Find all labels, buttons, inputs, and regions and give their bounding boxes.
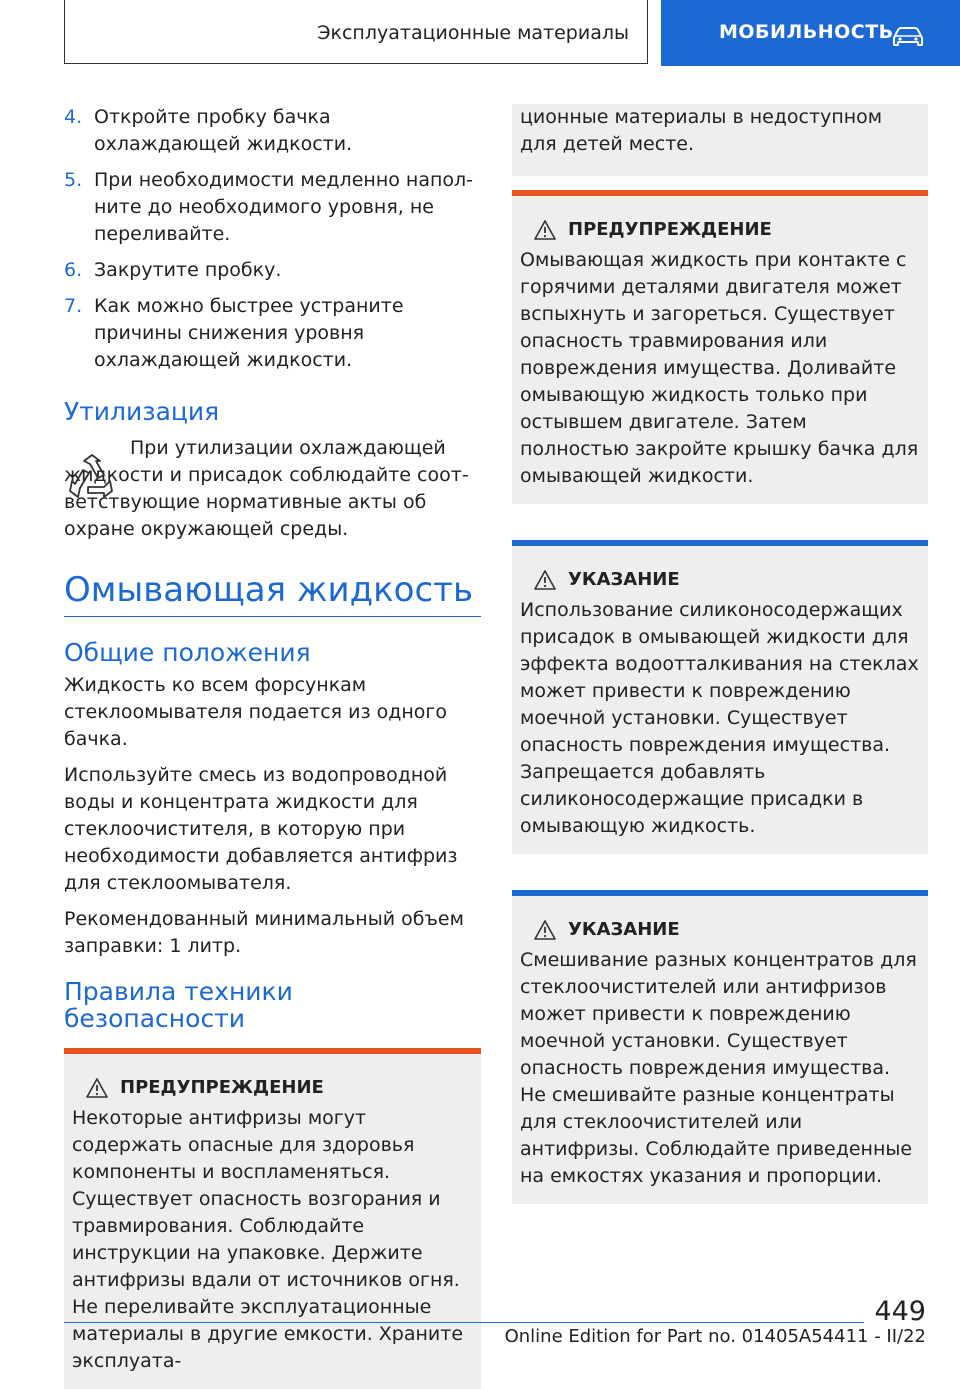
warning-icon: [534, 220, 556, 240]
step-text: Откройте пробку бачка охлаждающей жидкости.: [94, 106, 353, 155]
list-item: [64, 167, 481, 248]
step-number: 6.: [64, 259, 83, 281]
warning-text: Некоторые антифризы могут содержать опасные для здоровья компоненты и воспламеняться. Существует опасность возгорания и травмирования. Соблюдайте инструкции на упаковке. Держите антифризы вдали от источников огня. Не переливайте эксплуатационные материалы в другие емкости. Храните эксплуата-: [72, 1107, 464, 1372]
step-text: При необходимости медленно наполните до необходимого уровня, не переливайте.: [94, 169, 474, 245]
page-number: 449: [874, 1296, 926, 1327]
category-tab[interactable]: [661, 0, 960, 66]
notice-text: Смешивание разных концентратов для стеклоочистителей или антифризов может привести к повреждению моечной установки. Существует опасность повреждения имущества. Не смешивайте разные концентраты для стеклоочистителей или антифризы. Соблюдайте приведенные на емкостях указания и пропорции.: [520, 949, 917, 1187]
washer-heading: Омывающая жидкость: [64, 577, 481, 617]
notice-title: УКАЗАНИЕ: [568, 569, 680, 590]
left-column: [64, 104, 481, 1389]
list-item: [64, 257, 481, 284]
warning-title-row: [520, 216, 920, 243]
notice-title-row: [520, 566, 920, 593]
paragraph: Жидкость ко всем форсункам стеклоомывателя подается из одного бачка.: [64, 674, 448, 750]
warning-icon: [86, 1078, 108, 1098]
paragraph: Рекомендованный минимальный объем заправки: 1 литр.: [64, 908, 464, 957]
notice-title: УКАЗАНИЕ: [568, 919, 680, 940]
warning-box: [64, 1048, 481, 1389]
step-number: 5.: [64, 169, 83, 191]
disposal-text: При утилизации охлаждающей жидкости и присадок соблюдайте соответствующие нормативные акты об охране окружающей среды.: [64, 437, 469, 540]
section-title: Эксплуатационные материалы: [317, 22, 629, 44]
car-icon: [891, 26, 925, 48]
disposal-section: [64, 435, 481, 543]
step-number: 4.: [64, 106, 83, 128]
warning-box: [512, 190, 928, 504]
notice-text: Использование силиконосодержащих присадок в омывающей жидкости для эффекта водоотталкивания на стеклах может привести к повреждению моечной установки. Существует опасность повреждения имущества. Запрещается добавлять силиконосодержащие присадки в омывающую жидкость.: [520, 599, 919, 837]
section-tab: [64, 0, 648, 64]
paragraph: Используйте смесь из водопроводной воды и концентрата жидкости для стеклоочистителя, в которую при необходимости добавляется антифриз для стеклоомывателя.: [64, 764, 458, 894]
safety-heading: Правила техники безопасности: [64, 977, 293, 1033]
warning-title-row: [72, 1074, 473, 1101]
notice-box: [512, 890, 928, 1204]
disposal-heading: Утилизация: [64, 397, 220, 426]
footer-divider: [64, 1322, 864, 1323]
notice-icon: [534, 920, 556, 940]
warning-text: Омывающая жидкость при контакте с горячими деталями двигателя может вспыхнуть и загореться. Существует опасность травмирования или повреждения имущества. Доливайте омывающую жидкость только при остывшем двигателе. Затем полностью закройте крышку бачка для омывающей жидкости.: [520, 249, 919, 487]
right-column: [512, 104, 928, 1204]
notice-title-row: [520, 916, 920, 943]
list-item: [64, 293, 481, 374]
notice-box: [512, 540, 928, 854]
warning-text-continued: ционные материалы в недоступном для детей месте.: [520, 106, 883, 155]
notice-icon: [534, 570, 556, 590]
recycle-icon: [64, 451, 120, 507]
step-list: [64, 104, 481, 374]
edition-footer: Online Edition for Part no. 01405A54411 - II/22: [504, 1326, 926, 1347]
general-heading: Общие положения: [64, 638, 311, 667]
step-number: 7.: [64, 295, 83, 317]
warning-title: ПРЕДУПРЕЖДЕНИЕ: [120, 1077, 324, 1098]
category-label: МОБИЛЬНОСТЬ: [719, 21, 894, 43]
page-header: [64, 0, 960, 66]
step-text: Закрутите пробку.: [94, 259, 282, 281]
warning-title: ПРЕДУПРЕЖДЕНИЕ: [568, 219, 772, 240]
warning-continuation: [512, 104, 928, 176]
list-item: [64, 104, 481, 158]
step-text: Как можно быстрее устраните причины снижения уровня охлаждающей жидкости.: [94, 295, 404, 371]
